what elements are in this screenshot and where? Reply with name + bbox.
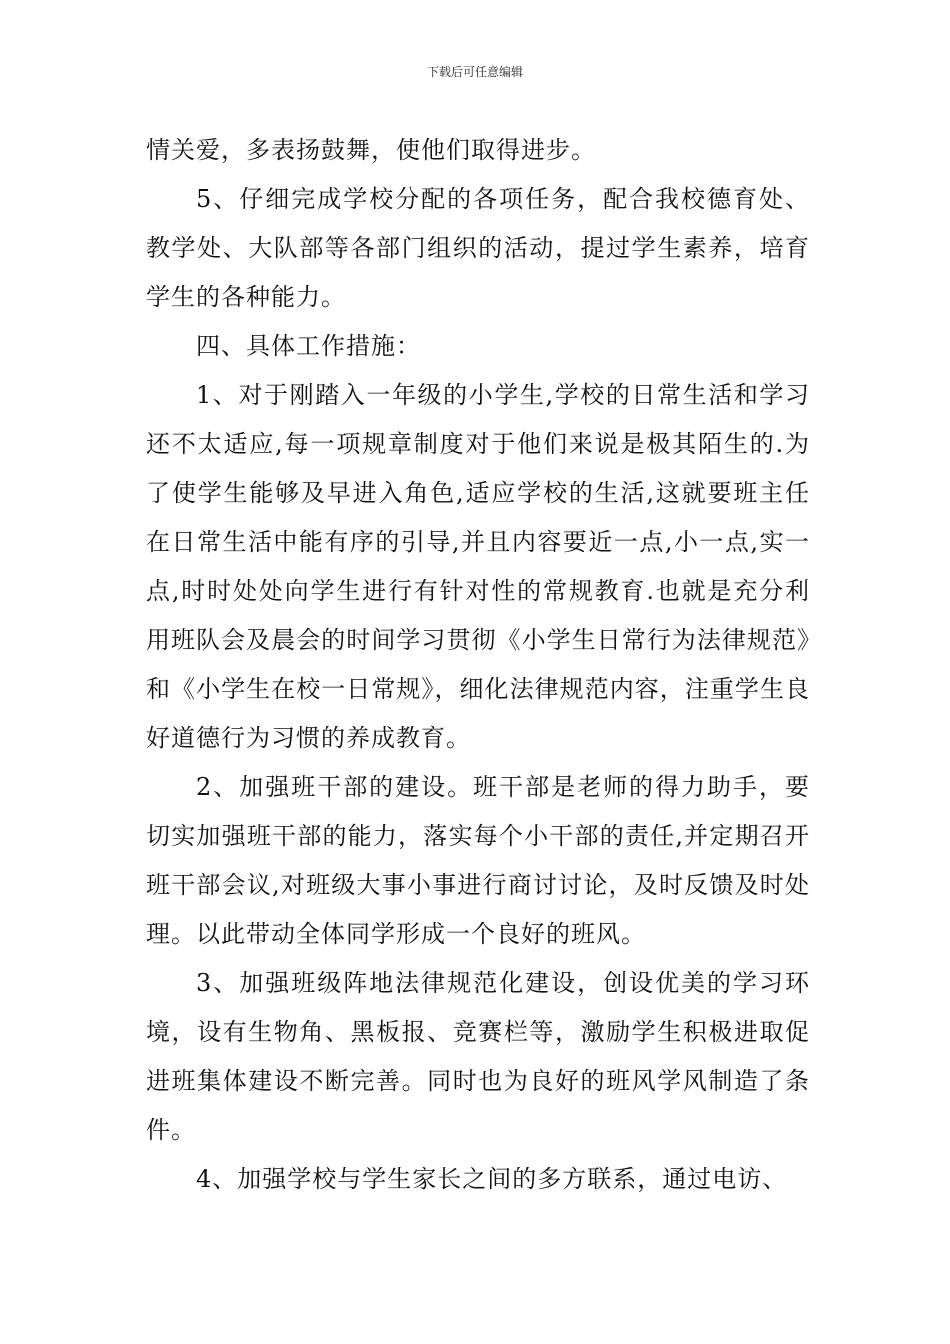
paragraph-5: 2、加强班干部的建设。班干部是老师的得力助手，要切实加强班干部的能力，落实每个小干部的责任,并定期召开班干部会议,对班级大事小事进行商讨讨论，及时反馈及时处理。以此带动全体同学形成一个良好的班风。: [146, 773, 810, 948]
page-header: 下载后可任意编辑: [426, 65, 523, 79]
paragraph-6: 3、加强班级阵地法律规范化建设，创设优美的学习环境，设有生物角、黑板报、竞赛栏等，激励学生积极进取促进班集体建设不断完善。同时也为良好的班风学风制造了条件。: [146, 969, 810, 1144]
paragraph-4: 1、对于刚踏入一年级的小学生,学校的日常生活和学习还不太适应,每一项规章制度对于他们来说是极其陌生的.为了使学生能够及早进入角色,适应学校的生活,这就要班主任在日常生活中能有序的引导,并且内容要近一点,小一点,实一点,时时处处向学生进行有针对性的常规教育.也就是充分利用班队会及晨会的时间学习贯彻《小学生日常行为法律规范》和《小学生在校一日常规》，细化法律规范内容，注重学生良好道德行为习惯的养成教育。: [146, 381, 810, 752]
paragraph-3-heading: 四、具体工作措施：: [196, 332, 421, 360]
paragraph-1: 情关爱，多表扬鼓舞，使他们取得进步。: [146, 136, 596, 164]
paragraph-7: 4、加强学校与学生家长之间的多方联系，通过电访、: [196, 1165, 788, 1193]
document-body: [146, 126, 810, 1204]
paragraph-2: 5、仔细完成学校分配的各项任务，配合我校德育处、教学处、大队部等各部门组织的活动，提过学生素养，培育学生的各种能力。: [146, 185, 810, 311]
